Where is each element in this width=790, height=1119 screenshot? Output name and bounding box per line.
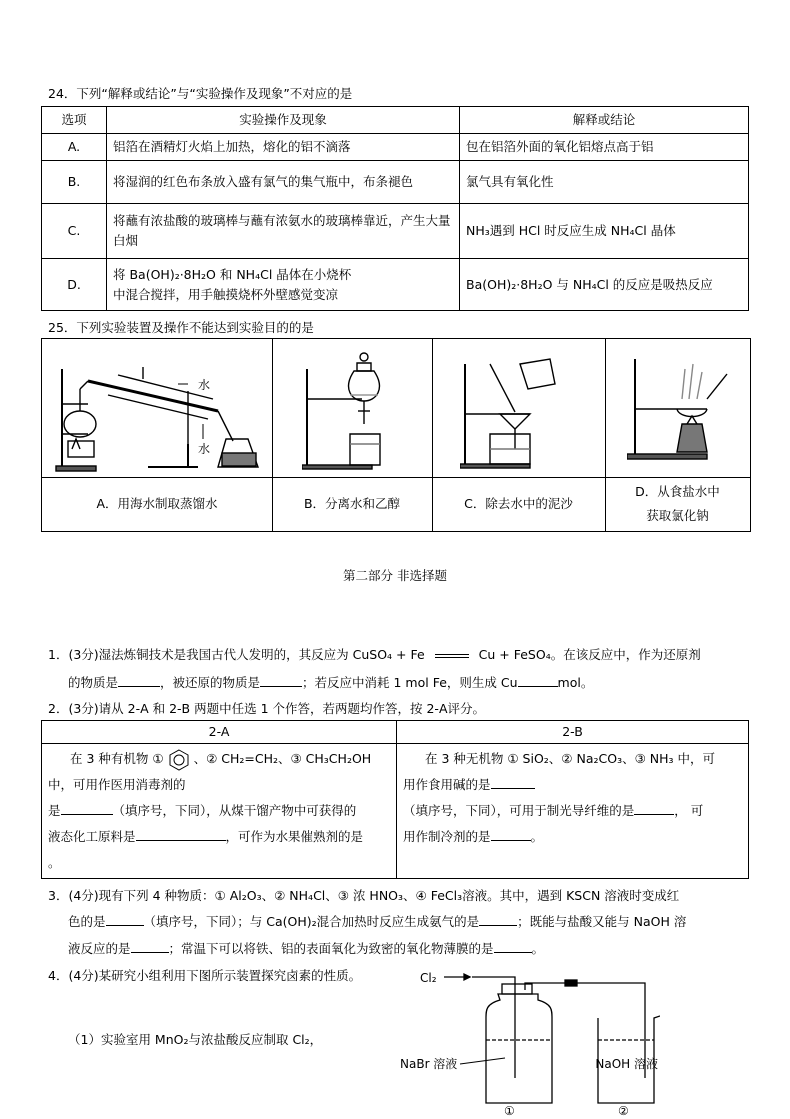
conclusion-text: NH₃遇到 HCl 时反应生成 NH₄Cl 晶体 xyxy=(460,204,749,259)
halogen-apparatus xyxy=(400,958,660,1116)
benzene-icon xyxy=(168,749,190,771)
operation-text xyxy=(107,259,460,311)
table-row xyxy=(42,134,749,161)
answer-blank[interactable] xyxy=(491,788,535,789)
q2-b-body xyxy=(397,744,749,879)
header-option: 选项 xyxy=(42,107,107,134)
beaker-number-2: ② xyxy=(618,1104,629,1116)
answer-blank[interactable] xyxy=(106,925,144,926)
option-label: A. xyxy=(42,134,107,161)
table-row xyxy=(42,259,749,311)
naoh-label: NaOH 溶液 xyxy=(595,1057,658,1071)
operation-text: 将蘸有浓盐酸的玻璃棒与蘸有浓氨水的玻璃棒靠近，产生大量白烟 xyxy=(107,204,460,259)
q2-a-line xyxy=(48,798,390,824)
answer-blank[interactable] xyxy=(494,952,532,953)
q2-text: 用作食用碱的是 xyxy=(403,777,491,792)
q3-text: （填序号，下同）；与 Ca(OH)₂混合加热时反应生成氨气的是 xyxy=(143,914,480,929)
filtration-apparatus xyxy=(460,354,580,474)
answer-blank[interactable] xyxy=(634,814,674,815)
q2-a-line: 中，可用作医用消毒剂的 xyxy=(48,777,186,792)
q3-text: 色的是 xyxy=(68,914,106,929)
table-row xyxy=(42,204,749,259)
q2-a-line xyxy=(48,824,390,850)
operation-line: 中混合搅拌，用手触摸烧杯外壁感觉变凉 xyxy=(113,286,339,302)
q2-text: 液态化工原料是 xyxy=(48,829,136,844)
option-label: D. xyxy=(42,259,107,311)
q2-text: 是 xyxy=(48,803,61,818)
q2-a-header: 2-A xyxy=(42,721,397,744)
equals-sign xyxy=(435,654,469,658)
cl2-label: Cl₂ xyxy=(420,971,437,985)
q3-text: ；既能与盐酸又能与 NaOH 溶 xyxy=(517,914,687,929)
answer-blank[interactable] xyxy=(491,840,531,841)
q1-text: 1．(3分)湿法炼铜技术是我国古代人发明的，其反应为 CuSO₄ + Fe xyxy=(48,647,425,662)
q25-apparatus-table xyxy=(41,338,751,532)
header-conclusion: 解释或结论 xyxy=(460,107,749,134)
q2-table xyxy=(41,720,749,879)
distillation-apparatus xyxy=(48,349,268,474)
q2-a-line xyxy=(48,746,390,772)
q4-sub1: （1）实验室用 MnO₂与浓盐酸反应制取 Cl₂， xyxy=(68,1032,323,1047)
caption-d-line1: D．从食盐水中 xyxy=(635,484,720,499)
operation-text: 将湿润的红色布条放入盛有氯气的集气瓶中，布条褪色 xyxy=(107,161,460,204)
table-row xyxy=(42,161,749,204)
operation-line: 将 Ba(OH)₂·8H₂O 和 NH₄Cl 晶体在小烧杯 xyxy=(113,266,352,282)
q2-text: 。 xyxy=(530,829,544,844)
answer-blank[interactable] xyxy=(61,814,113,815)
nabr-label: NaBr 溶液 xyxy=(400,1057,458,1071)
q2-text: 在 3 种有机物 ① xyxy=(70,751,164,766)
separatory-funnel-apparatus xyxy=(302,349,412,474)
q3-line2 xyxy=(68,912,686,930)
q2-text: 用作制冷剂的是 xyxy=(403,829,491,844)
q2-b-line: 在 3 种无机物 ① SiO₂、② Na₂CO₃、③ NH₃ 中，可 xyxy=(425,751,716,766)
q2-a-body xyxy=(42,744,397,879)
q2-text: 、② CH₂=CH₂、③ CH₃CH₂OH xyxy=(193,751,372,766)
q2-b-line xyxy=(403,798,742,824)
q1-text: ；若反应中消耗 1 mol Fe，则生成 Cu xyxy=(302,675,518,690)
q3-text: ；常温下可以将铁、铝的表面氧化为致密的氧化物薄膜的是 xyxy=(168,941,494,956)
answer-blank[interactable] xyxy=(136,840,226,841)
q25-title: 25．下列实验装置及操作不能达到实验目的的是 xyxy=(48,320,314,335)
water-in-label: 水 xyxy=(198,442,211,456)
q2-text: ，可作为水果催熟剂的是 xyxy=(225,829,364,844)
option-label: C. xyxy=(42,204,107,259)
q2-text: （填序号，下同），从煤干馏产物中可获得的 xyxy=(112,803,357,818)
caption-d-line2: 获取氯化钠 xyxy=(646,508,709,523)
header-operation: 实验操作及现象 xyxy=(107,107,460,134)
q1-text: ，被还原的物质是 xyxy=(160,675,261,690)
q2-b-line xyxy=(403,772,742,798)
q2-b-header: 2-B xyxy=(397,721,749,744)
caption-a: A．用海水制取蒸馏水 xyxy=(96,496,218,511)
q2-a-line: 。 xyxy=(48,855,61,870)
q2-text: （填序号，下同），可用于制光导纤维的是 xyxy=(403,803,635,818)
caption-c: C．除去水中的泥沙 xyxy=(464,496,573,511)
q4-title: 4．(4分)某研究小组利用下图所示装置探究卤素的性质。 xyxy=(48,968,362,983)
caption-b: B．分离水和乙醇 xyxy=(303,496,401,511)
caption-d xyxy=(605,478,750,530)
q3-line1: 3．(4分)现有下列 4 种物质：① Al₂O₃、② NH₄Cl、③ 浓 HNO₃、④ FeCl₃溶液。其中，遇到 KSCN 溶液时变成红 xyxy=(48,888,680,903)
answer-blank[interactable] xyxy=(260,686,302,687)
bottle-number-1: ① xyxy=(504,1104,515,1116)
q3-text: 液反应的是 xyxy=(68,941,131,956)
q1-text: mol。 xyxy=(557,675,594,690)
conclusion-text: Ba(OH)₂·8H₂O 与 NH₄Cl 的反应是吸热反应 xyxy=(460,259,749,311)
water-out-label: 水 xyxy=(198,378,211,392)
q2-title: 2．(3分)请从 2-A 和 2-B 两题中任选 1 个作答，若两题均作答，按 2-A评分。 xyxy=(48,701,485,716)
operation-text: 铝箔在酒精灯火焰上加热，熔化的铝不滴落 xyxy=(107,134,460,161)
answer-blank[interactable] xyxy=(479,925,517,926)
answer-blank[interactable] xyxy=(118,686,160,687)
q2-text: ， 可 xyxy=(674,803,704,818)
q24-table xyxy=(41,106,749,311)
q3-text: 。 xyxy=(531,941,545,956)
evaporation-apparatus xyxy=(627,354,737,474)
answer-blank[interactable] xyxy=(131,952,169,953)
answer-blank[interactable] xyxy=(518,686,558,687)
q24-title: 24．下列“解释或结论”与“实验操作及现象”不对应的是 xyxy=(48,86,353,101)
q1-text: Cu + FeSO₄。在该反应中，作为还原剂 xyxy=(478,647,701,662)
q1-line2 xyxy=(68,673,593,691)
q1-line1 xyxy=(48,645,701,663)
conclusion-text: 氯气具有氧化性 xyxy=(460,161,749,204)
conclusion-text: 包在铝箔外面的氧化铝熔点高于铝 xyxy=(460,134,749,161)
q3-line3 xyxy=(68,939,544,957)
q2-b-line xyxy=(403,824,742,850)
option-label: B. xyxy=(42,161,107,204)
section-title: 第二部分 非选择题 xyxy=(343,568,447,583)
q1-text: 的物质是 xyxy=(68,675,119,690)
